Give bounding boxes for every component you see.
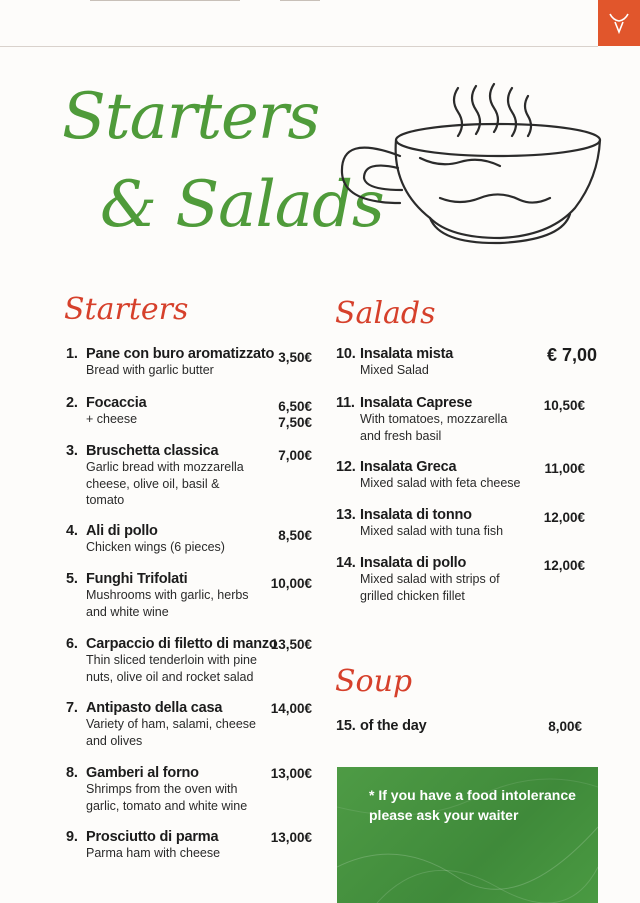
item-name: 12. Insalata Greca xyxy=(336,459,457,475)
item-name: 4. Ali di pollo xyxy=(66,523,158,539)
item-description: Variety of ham, salami, cheese xyxy=(86,717,256,731)
page-title-line-1: Starters xyxy=(62,80,320,154)
item-price: 7,00€ xyxy=(278,448,312,463)
item-name: 6. Carpaccio di filetto di manzo xyxy=(66,636,278,652)
item-description: nuts, olive oil and rocket salad xyxy=(86,669,254,684)
corner-badge xyxy=(598,0,640,46)
item-price: 10,00€ xyxy=(270,576,312,591)
item-price: 12,00€ xyxy=(543,510,585,525)
item-name: 2. Focaccia xyxy=(66,395,147,411)
item-name: 9. Prosciutto di parma xyxy=(66,829,219,845)
menu-item xyxy=(66,765,247,814)
item-price: 14,00€ xyxy=(270,701,312,716)
item-description: Mixed Salad xyxy=(360,363,429,377)
item-description: Mixed salad with strips of xyxy=(360,572,500,586)
item-name: 13. Insalata di tonno xyxy=(336,507,472,523)
menu-item xyxy=(66,346,274,379)
item-description: + cheese xyxy=(86,412,138,426)
item-description: grilled chicken fillet xyxy=(360,588,465,603)
item-description: tomato xyxy=(86,493,125,507)
item-name: 7. Antipasto della casa xyxy=(66,700,223,716)
menu-item xyxy=(66,523,225,556)
item-description: Bread with garlic butter xyxy=(86,363,214,377)
menu-item xyxy=(66,571,249,620)
item-description: Shrimps from the oven with xyxy=(86,782,238,796)
item-price: 8,50€ xyxy=(278,528,312,543)
item-price: 3,50€ xyxy=(278,350,312,365)
menu-item xyxy=(336,718,426,734)
food-intolerance-note xyxy=(337,767,598,903)
bull-logo-icon xyxy=(607,10,631,36)
item-name: 1. Pane con buro aromatizzato xyxy=(66,346,275,362)
item-price: 6,50€ xyxy=(278,399,312,414)
item-description: and olives xyxy=(86,733,143,748)
steaming-cup-icon xyxy=(330,78,610,253)
item-price-with-cheese: 7,50€ xyxy=(278,415,312,430)
item-price: 10,50€ xyxy=(543,398,585,413)
top-divider xyxy=(0,46,598,47)
note-line-1: * If you have a food intolerance xyxy=(369,787,576,803)
menu-item xyxy=(336,555,500,604)
menu-item xyxy=(66,829,220,862)
item-description: cheese, olive oil, basil & xyxy=(86,476,220,491)
item-name: 11. Insalata Caprese xyxy=(336,395,473,411)
top-dash-2 xyxy=(280,0,320,1)
item-name: 15. of the day xyxy=(336,718,427,734)
item-price: 8,00€ xyxy=(548,719,582,734)
item-price: € 7,00 xyxy=(546,345,597,365)
item-name: 14. Insalata di pollo xyxy=(336,555,467,571)
item-description: Mixed salad with feta cheese xyxy=(360,476,521,490)
item-name: 5. Funghi Trifolati xyxy=(66,571,188,587)
menu-item xyxy=(66,700,256,749)
item-description: Mixed salad with tuna fish xyxy=(360,524,504,538)
item-description: Parma ham with cheese xyxy=(86,846,221,860)
item-description: and fresh basil xyxy=(360,428,442,443)
section-title-soup: Soup xyxy=(335,664,413,699)
item-price: 13,00€ xyxy=(270,766,312,781)
item-description: garlic, tomato and white wine xyxy=(86,798,248,813)
item-description: Garlic bread with mozzarella xyxy=(86,460,244,474)
item-description: Thin sliced tenderloin with pine xyxy=(86,653,257,667)
menu-item xyxy=(66,636,278,685)
menu-item xyxy=(336,459,521,492)
section-title-starters: Starters xyxy=(64,292,189,327)
item-description: With tomatoes, mozzarella xyxy=(360,412,508,426)
item-name: 8. Gamberi al forno xyxy=(66,765,199,781)
item-description: Mushrooms with garlic, herbs xyxy=(86,588,249,602)
section-title-salads: Salads xyxy=(335,296,436,331)
menu-item xyxy=(336,507,503,540)
item-price: 12,00€ xyxy=(543,558,585,573)
item-price: 13,00€ xyxy=(270,830,312,845)
menu-item xyxy=(66,395,146,428)
item-name: 3. Bruschetta classica xyxy=(66,443,219,459)
menu-item xyxy=(66,443,244,509)
item-price: 13,50€ xyxy=(270,637,312,652)
item-description: Chicken wings (6 pieces) xyxy=(86,540,225,554)
top-dash-1 xyxy=(90,0,240,1)
item-description: and white wine xyxy=(86,604,169,619)
note-line-2: please ask your waiter xyxy=(369,807,519,823)
menu-item xyxy=(336,346,453,379)
item-name: 10. Insalata mista xyxy=(336,346,454,362)
menu-item xyxy=(336,395,507,444)
page-title-line-2: & Salads xyxy=(100,168,384,242)
item-price: 11,00€ xyxy=(544,461,585,476)
